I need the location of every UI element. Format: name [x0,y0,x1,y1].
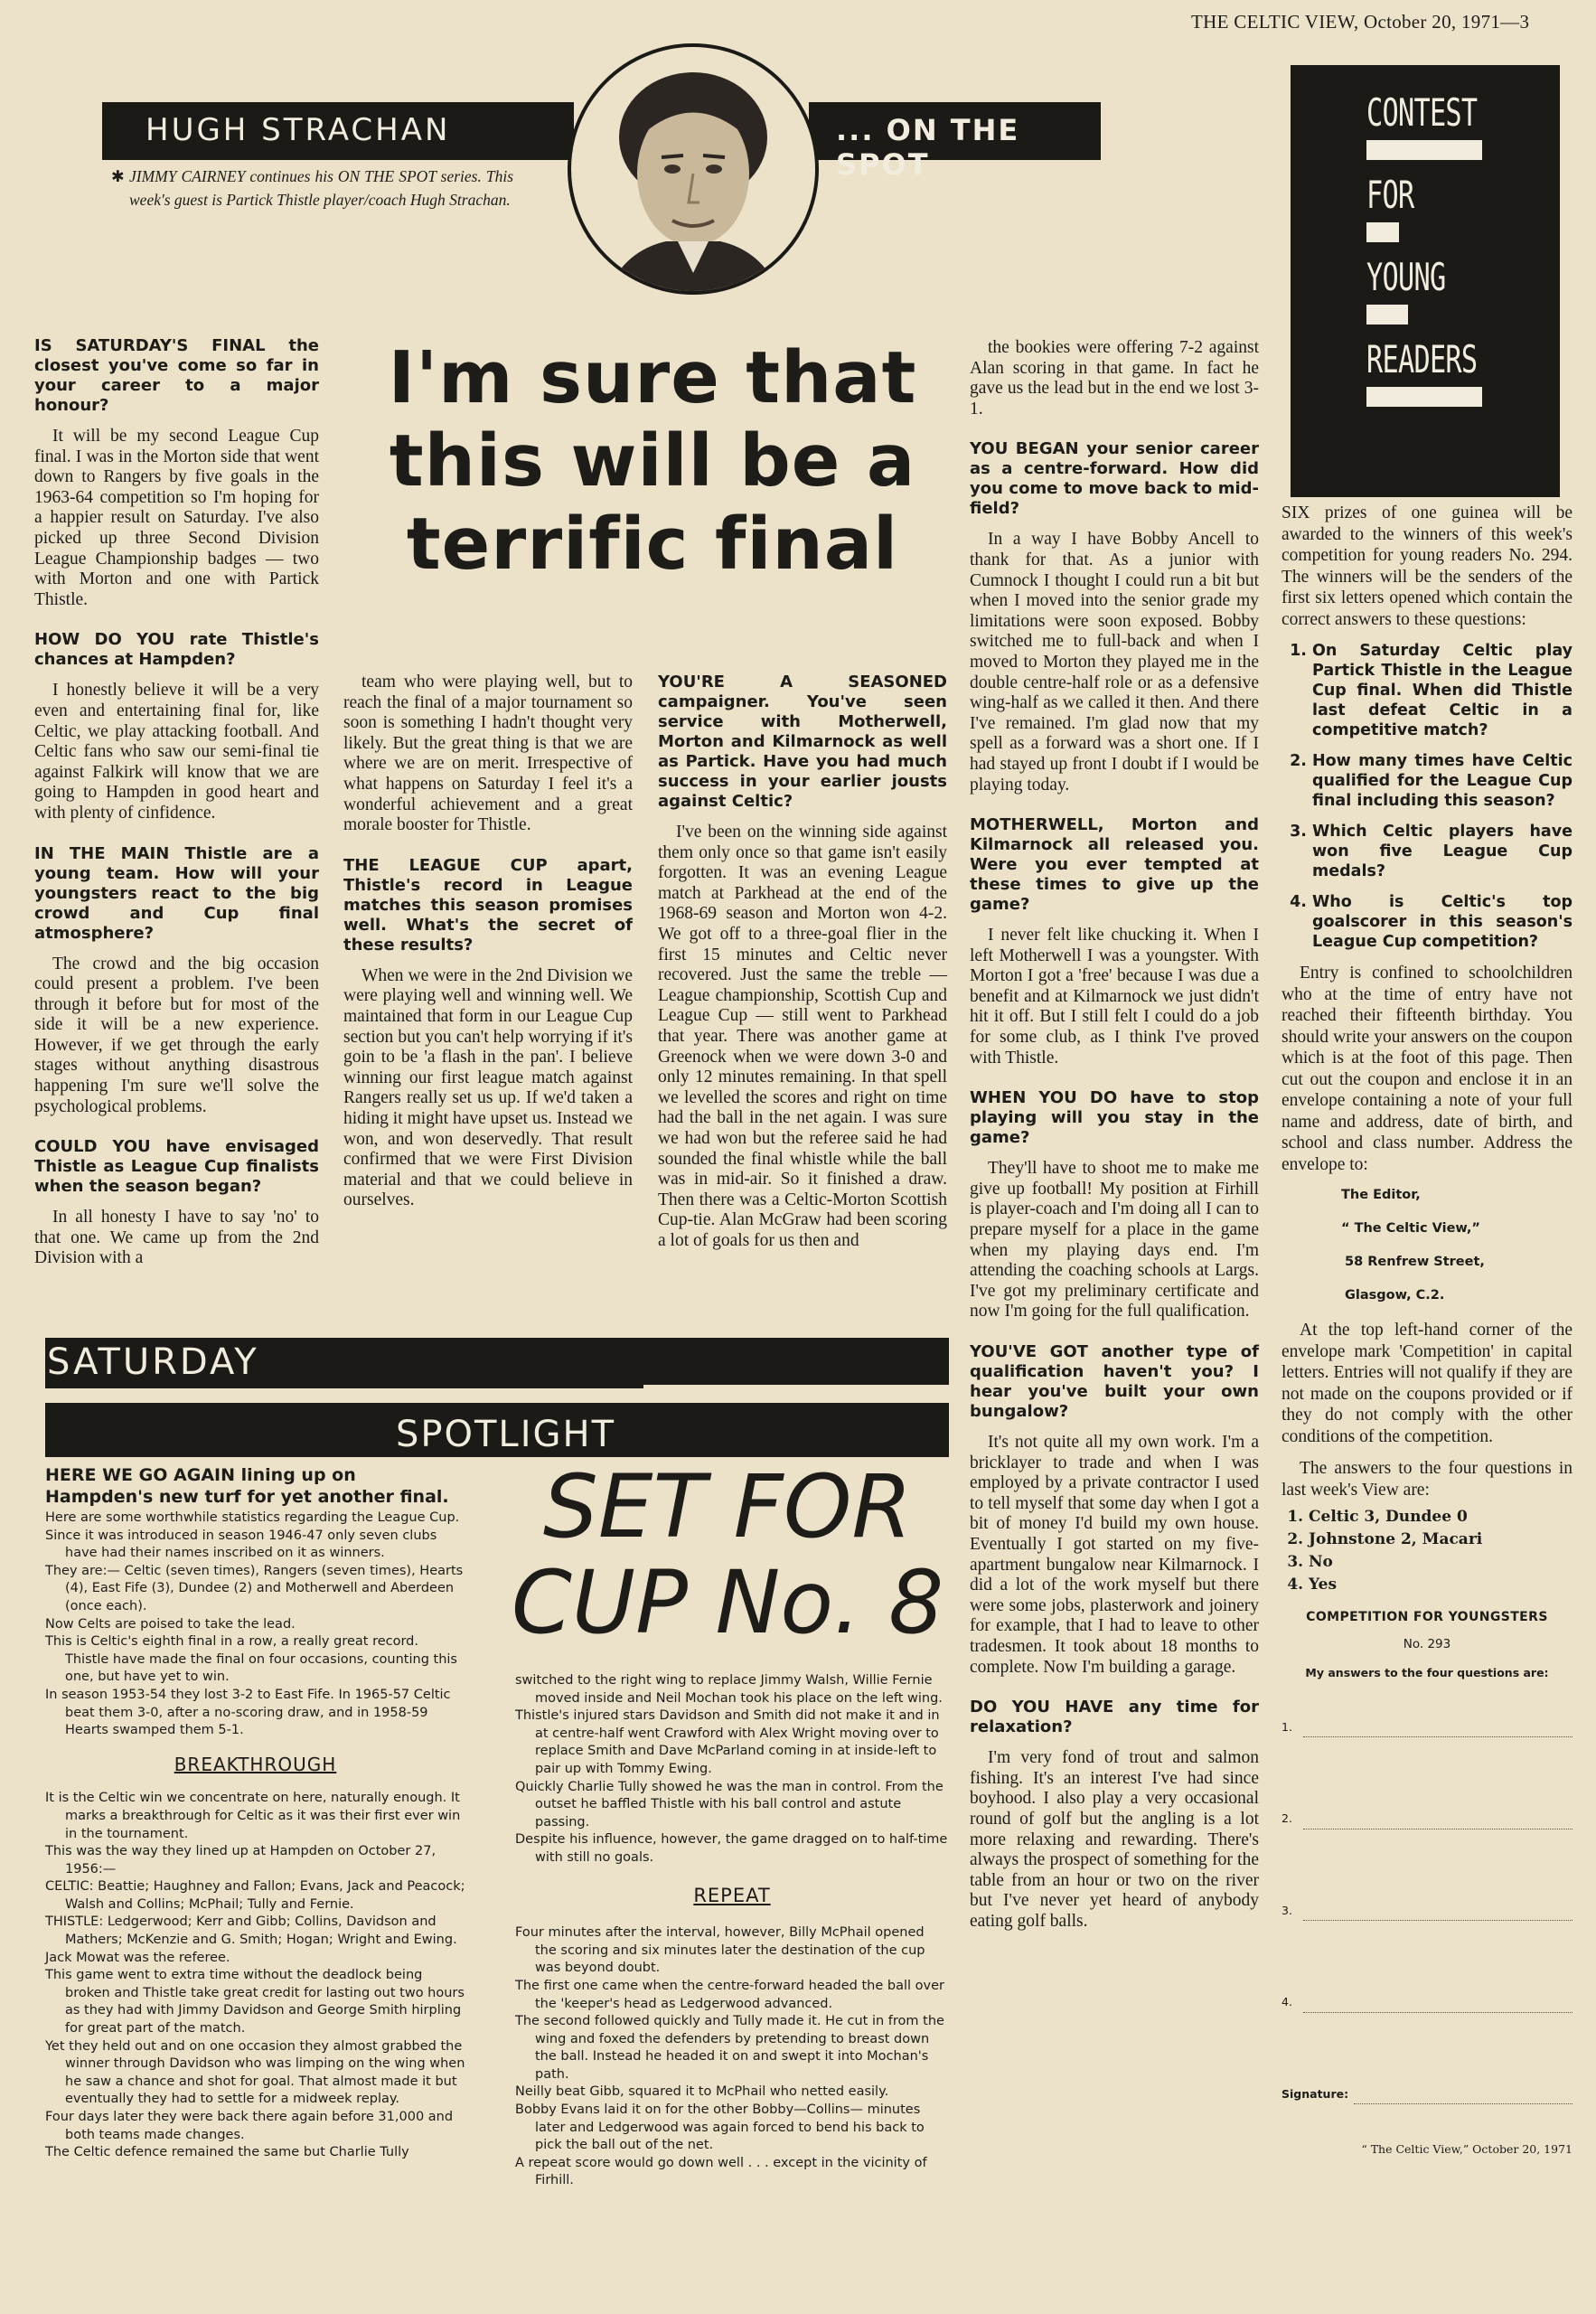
answer-paragraph: When we were in the 2nd Division we were playing well and winning well. We maintained that form in our League Cup section but you can't help worrying if it's goin to be 'a flash in the pan'. I believe winning our first league match against Rangers really set us up. If we'd taken a hiding it might have upset us. Instead we won, and won deservedly. That result confirmed that we were First Division material and that we could believe in ourselves. [343,965,633,1210]
spotlight-paragraph: They are:— Celtic (seven times), Rangers (seven times), Hearts (4), East Fife (3), Dundee (2) and Motherwell and Aberdeen (once each). [45,1563,464,1613]
question-heading: IS SATURDAY'S FINAL the closest you've come so far in your career to a major honour? [34,336,319,415]
coupon [1281,1607,1573,2160]
banner-tag: ... ON THE SPOT [836,113,1020,182]
spotlight-paragraph: CELTIC: Beattie; Haughney and Fallon; Evans, Jack and Peacock; Walsh and Collins; McPhail; Tully and Fernie. [45,1879,465,1912]
spotlight-headline-1: SET FOR [542,1456,913,1557]
spotlight-paragraph: Now Celts are poised to take the lead. [45,1616,296,1632]
coupon-signature-label: Signature: [1281,2086,1349,2101]
spotlight-paragraph: This game went to extra time without the deadlock being broken and Thistle take great credit for lasting out two hours as they had with Jimmy Davidson and George Smith hirpling for great part of the match. [45,1968,465,2037]
question-heading: MOTHERWELL, Morton and Kilmarnock all released you. Were you ever tempted at these times to give up the game? [970,815,1259,915]
spotlight-paragraph: Despite his influence, however, the game dragged on to half-time with still no goals. [515,1832,948,1865]
spotlight-paragraph: Yet they held out and on one occasion they almost grabbed the winner through Davidson who was limping on the wing when he saw a chance and shot for goal. That almost made it but eventually they had to settle for a midweek replay. [45,2038,465,2107]
feature-column-1 [34,336,319,1280]
spotlight-paragraph: The second followed quickly and Tully made it. He cut in from the wing and foxed the defenders by pretending to breast down the ball. Instead he headed it on and swept it into Mochan's path. [515,2014,944,2082]
spotlight-paragraph: Jack Mowat was the referee. [45,1950,230,1965]
contest-box-word: READERS [1366,337,1478,381]
feature-column-3 [658,673,947,1262]
spotlight-paragraph: Thistle's injured stars Davidson and Smith did not make it and in at centre-half went Crawford with Alex Wright moving over to replace Smith and Dave McParland coming in at inside-left to pair up with Tommy Ewing. [515,1708,940,1776]
coupon-answer-number: 4. [1281,1995,1292,2008]
breakthrough-subhead: BREAKTHROUGH [174,1753,337,1775]
answer-paragraph: The crowd and the big occasion could present a problem. I've been through it before but for most of the side it will be a new experience. However, if we get through the early stages without anything disastrous happening I'm sure we'll solve the psychological problems. [34,954,319,1116]
contest-box-word: YOUNG [1366,255,1446,299]
spotlight-paragraph: Bobby Evans laid it on for the other Bobby—Collins— minutes later and Ledgerwood was again forced to bend his back to pick the ball out of the net. [515,2102,925,2153]
spotlight-title-bottom: SPOTLIGHT [396,1414,616,1455]
portrait-photo [571,47,815,291]
contest-corner-text: At the top left-hand corner of the envelope mark 'Competition' in capital letters. Entries will not qualify if they are not made on the coupons provided or if they do not comply with the other conditions of the competition. [1281,1321,1573,1446]
coupon-answer-line[interactable] [1303,1919,1573,1921]
coupon-signature [1281,2084,1573,2105]
answer-paragraph: In all honesty I have to say 'no' to that one. We came up from the 2nd Division with a [34,1208,319,1268]
contest-box [1291,65,1560,497]
contest-box-underline [1366,222,1399,242]
contest-box-underline [1366,305,1408,325]
spotlight-paragraph: Since it was introduced in season 1946-47 only seven clubs have had their names inscribed on it as winners. [45,1528,437,1561]
contest-intro-text: SIX prizes of one guinea will be awarded to the winners of this week's competition for young readers No. 294. The winners will be the senders of the first six letters opened which contain the correct answers to these questions: [1281,503,1573,629]
coupon-answer-row [1281,1717,1573,1738]
page-header: THE CELTIC VIEW, October 20, 1971—3 [1191,11,1530,33]
coupon-title: COMPETITION FOR YOUNGSTERS [1306,1610,1548,1624]
feature-column-2 [343,673,633,1222]
coupon-signature-line[interactable] [1354,2102,1573,2104]
contest-column [1281,503,1573,2160]
spotlight-left-paragraphs [45,1510,465,1740]
question-heading: YOU BEGAN your senior career as a centre-forward. How did you come to move back to mid-field? [970,439,1259,519]
contest-last-week-intro: The answers to the four questions in last week's View are: [1281,1459,1573,1500]
spotlight-paragraph: Quickly Charlie Tully showed he was the man in control. From the outset he baffled Thistle with his ball control and astute passing. [515,1779,944,1830]
question-heading: COULD YOU have envisaged Thistle as League Cup finalists when the season began? [34,1137,319,1197]
spotlight-left-paragraphs-2 [45,1790,465,2161]
spotlight-right-paragraphs [515,1672,949,1867]
question-heading: YOU'VE GOT another type of qualification haven't you? I hear you've built your own bungalow? [970,1342,1259,1421]
contest-last-week-answers [1281,1506,1573,1596]
coupon-answer-number: 3. [1281,1903,1292,1917]
question-heading: THE LEAGUE CUP apart, Thistle's record in League matches this season promises well. What's the secret of these results? [343,855,633,955]
last-week-answer: 3. No [1309,1551,1573,1574]
repeat-subhead: REPEAT [693,1884,771,1906]
contest-question: 1. On Saturday Celtic play Partick Thistle in the League Cup final. When did Thistle last defeat Celtic in a competitive match? [1312,641,1573,740]
coupon-answer-number: 1. [1281,1719,1292,1734]
spotlight-paragraph: This is Celtic's eighth final in a row, a really great record. Thistle have made the final on four occasions, counting this one, but have yet to win. [45,1634,457,1685]
spotlight-title-top: SATURDAY [47,1341,259,1383]
address-line: “ The Celtic View,” [1341,1221,1480,1236]
spotlight-paragraph: THISTLE: Ledgerwood; Kerr and Gibb; Collins, Davidson and Mathers; McKenzie and G. Smith; Hogan; Wright and Ewing. [45,1914,457,1948]
spotlight-right-paragraphs-2 [515,1924,949,2190]
contest-entry-text: Entry is confined to schoolchildren who at the time of entry have not reached their fifteenth birthday. You should write your answers on the coupon which is at the foot of this page. Then cut out the coupon and enclose it in an envelope containing a note of your full name and address, date of birth, and school and class number. Address the envelope to: [1281,964,1573,1174]
answer-paragraph: In a way I have Bobby Ancell to thank for that. As a junior with Cumnock I thought I could run a bit but when I moved into the senior grade my limitations were soon exposed. Bobby switched me to full-back and when I moved to Morton they played me in the double centre-half role or as a defensive wing-half as we called it then. And there I've remained. I'm glad now that my spell as a forward was a short one. If I had stayed up front I doubt if I would be playing today. [970,530,1259,795]
answer-paragraph: They'll have to shoot me to make me give up football! My position at Firhill is player-coach and I'm doing all I can to prepare myself for a place in the game when my playing days end. I'm attending the coaching schools at Largs. I've got my preliminary certificate and now I'm going for the full qualification. [970,1159,1259,1322]
answer-paragraph: I never felt like chucking it. When I left Motherwell I was a youngster. With Morton I got a 'free' because I was due a benefit and at Kilmarnock we just didn't hit it off. But I still felt I could do a job for some club, as I think I've proved with Thistle. [970,926,1259,1068]
banner-name: HUGH STRACHAN [146,112,451,148]
last-week-answer: 1. Celtic 3, Dundee 0 [1309,1506,1573,1529]
contest-question: 3. Which Celtic players have won five League Cup medals? [1312,822,1573,881]
spotlight-lead [45,1464,465,1508]
spotlight-banner-bottom [45,1403,949,1457]
question-heading: DO YOU HAVE any time for relaxation? [970,1698,1259,1737]
coupon-answer-line[interactable] [1303,2011,1573,2013]
contest-box-words [1366,90,1520,419]
coupon-answer-row [1281,1808,1573,1830]
last-week-answer: 4. Yes [1309,1574,1573,1596]
contest-box-word: FOR [1366,173,1414,217]
address-line: Glasgow, C.2. [1345,1288,1445,1303]
question-heading: YOU'RE A SEASONED campaigner. You've seen service with Motherwell, Morton and Kilmarnock as well as Partick. Have you had much success in your earlier jousts against Celtic? [658,673,947,811]
answer-paragraph: It will be my second League Cup final. I was in the Morton side that went down to Rangers by five goals in the 1963-64 competition so I'm hoping for a happier result on Saturday. I've also picked up three Second Division League Championship badges — two with Morton and one with Partick Thistle. [34,427,319,609]
feature-column-4 [970,338,1259,1942]
spotlight-paragraph: Four days later they were back there again before 31,000 and both teams made changes. [45,2110,454,2142]
contest-box-underline [1366,140,1482,160]
spotlight-paragraph: This was the way they lined up at Hampden on October 27, 1956:— [45,1844,437,1877]
answer-paragraph: It's not quite all my own work. I'm a bricklayer to trade and when I was employed by a private contractor I used to tell myself that some day when I got a bit of money I'd build my own house. Eventually I got started on my five-apartment bungalow near Kilmarnock. I did a lot of the work myself but there were some jobs, plasterwork and joinery for example, that I had to leave to other tradesmen. It took about 18 months to complete. Now I'm building a garage. [970,1433,1259,1677]
address-line: 58 Renfrew Street, [1345,1255,1485,1269]
coupon-prompt: My answers to the four questions are: [1305,1666,1549,1679]
spot-intro: ✱ JIMMY CAIRNEY continues his ON THE SPOT series. This week's guest is Partick Thistle player/coach Hugh Strachan. [111,167,513,209]
contest-box-underline [1366,387,1482,407]
address-line: The Editor, [1341,1188,1421,1202]
spot-banner-right [809,102,1101,182]
contest-question: 2. How many times have Celtic qualified for the League Cup final including this season? [1312,751,1573,811]
question-heading: HOW DO YOU rate Thistle's chances at Hampden? [34,630,319,670]
coupon-answer-line[interactable] [1303,1828,1573,1830]
question-heading: WHEN YOU DO have to stop playing will you stay in the game? [970,1088,1259,1148]
spotlight-paragraph: The first one came when the centre-forward headed the ball over the 'keeper's head as Ledgerwood advanced. [515,1978,944,2011]
answer-paragraph: I honestly believe it will be a very even and entertaining final for, like Celtic, we play attacking football. And Celtic fans who saw our semi-final tie against Falkirk will know that we are going to Hampden in good heart and with plenty of cinfidence. [34,681,319,823]
answer-paragraph: I've been on the winning side against them only once so that game isn't easily forgotten. It was an evening League match at Parkhead at the end of the 1968-69 season and Morton won 4-2. We got off to a three-goal flier in the first 15 minutes and Celtic never recovered. Just the same the treble — League championship, Scottish Cup and League Cup — still went to Parkhead that year. There was another game at Greenock when we were down 3-0 and only 12 minutes remaining. In that spell we levelled the scores and right on time had the ball in the net again. I was sure we had won but the referee said he had sounded the final whistle while the ball was in mid-air. So it finished a draw. Then there was a Celtic-Morton Scottish Cup-tie. Alan McGraw had been scoring a lot of goals for us then and [658,823,947,1250]
main-headline: I'm sure that this will be a terrific final [388,336,917,586]
coupon-answer-row [1281,1991,1573,2013]
contest-question: 4. Who is Celtic's top goalscorer in this season's League Cup competition? [1312,892,1573,952]
contest-address [1281,1186,1573,1304]
spotlight-banner-top [45,1338,949,1385]
last-week-answer: 2. Johnstone 2, Macari [1309,1529,1573,1551]
answer-paragraph: team who were playing well, but to reach the final of a major tournament so soon is something I hadn't thought very likely. But the great thing is that we are where we are on merit. Irrespective of what happens on Saturday I feel it's a wonderful achievement and a great morale booster for Thistle. [343,673,633,835]
spotlight-paragraph: Here are some worthwhile statistics regarding the League Cup. [45,1510,460,1525]
answer-paragraph: the bookies were offering 7-2 against Alan scoring in that game. In fact he gave us the lead but in the end we lost 3-1. [970,338,1259,419]
spot-intro-text: JIMMY CAIRNEY continues his ON THE SPOT series. This week's guest is Partick Thistle player/coach Hugh Strachan. [129,167,513,209]
contest-questions [1281,641,1573,952]
spotlight-left-column [45,1464,465,2162]
coupon-answer-number: 2. [1281,1811,1292,1825]
coupon-answer-row [1281,1900,1573,1922]
answer-paragraph: I'm very fond of trout and salmon fishing. It's an interest I've had since boyhood. I also play a very occasional round of golf but the angling is a lot more relaxing and rewarding. There's always the prospect of something for the table from an hour or two on the river but I've never yet heard of anybody eating golf balls. [970,1748,1259,1931]
coupon-number: No. 293 [1403,1636,1451,1651]
coupon-answer-line[interactable] [1303,1736,1573,1737]
question-heading: IN THE MAIN Thistle are a young team. How will your youngsters react to the big crowd and Cup final atmosphere? [34,843,319,943]
spotlight-paragraph: The Celtic defence remained the same but Charlie Tully [45,2145,409,2160]
spotlight-paragraph: A repeat score would go down well . . . except in the vicinity of Firhill. [515,2155,927,2188]
spot-banner-left [102,102,574,160]
spotlight-paragraph: Four minutes after the interval, however, Billy McPhail opened the scoring and six minutes later the destination of the cup was beyond doubt. [515,1925,925,1976]
spotlight-paragraph: It is the Celtic win we concentrate on here, naturally enough. It marks a breakthrough for Celtic as it was their first ever win in the tournament. [45,1791,461,1841]
coupon-footer: “ The Celtic View,” October 20, 1971 [1361,2142,1573,2156]
spotlight-paragraph: In season 1953-54 they lost 3-2 to East Fife. In 1965-57 Celtic beat them 3-0, after a no-scoring draw, and in 1958-59 Hearts swamped them 5-1. [45,1687,451,1738]
contest-box-word: CONTEST [1366,90,1478,135]
portrait [568,43,819,295]
spotlight-headline-2: CUP No. 8 [511,1552,944,1653]
spotlight-right-column [515,1672,949,2190]
spotlight-paragraph: Neilly beat Gibb, squared it to McPhail who netted easily. [515,2084,889,2100]
spotlight-lead-text: HERE WE GO AGAIN lining up on Hampden's new turf for yet another final. [45,1465,449,1507]
spotlight-paragraph: switched to the right wing to replace Jimmy Walsh, Willie Fernie moved inside and Neil Mochan took his place on the left wing. [515,1673,943,1706]
coupon-answer-lines [1281,1717,1573,2013]
contest-intro [1281,503,1573,630]
